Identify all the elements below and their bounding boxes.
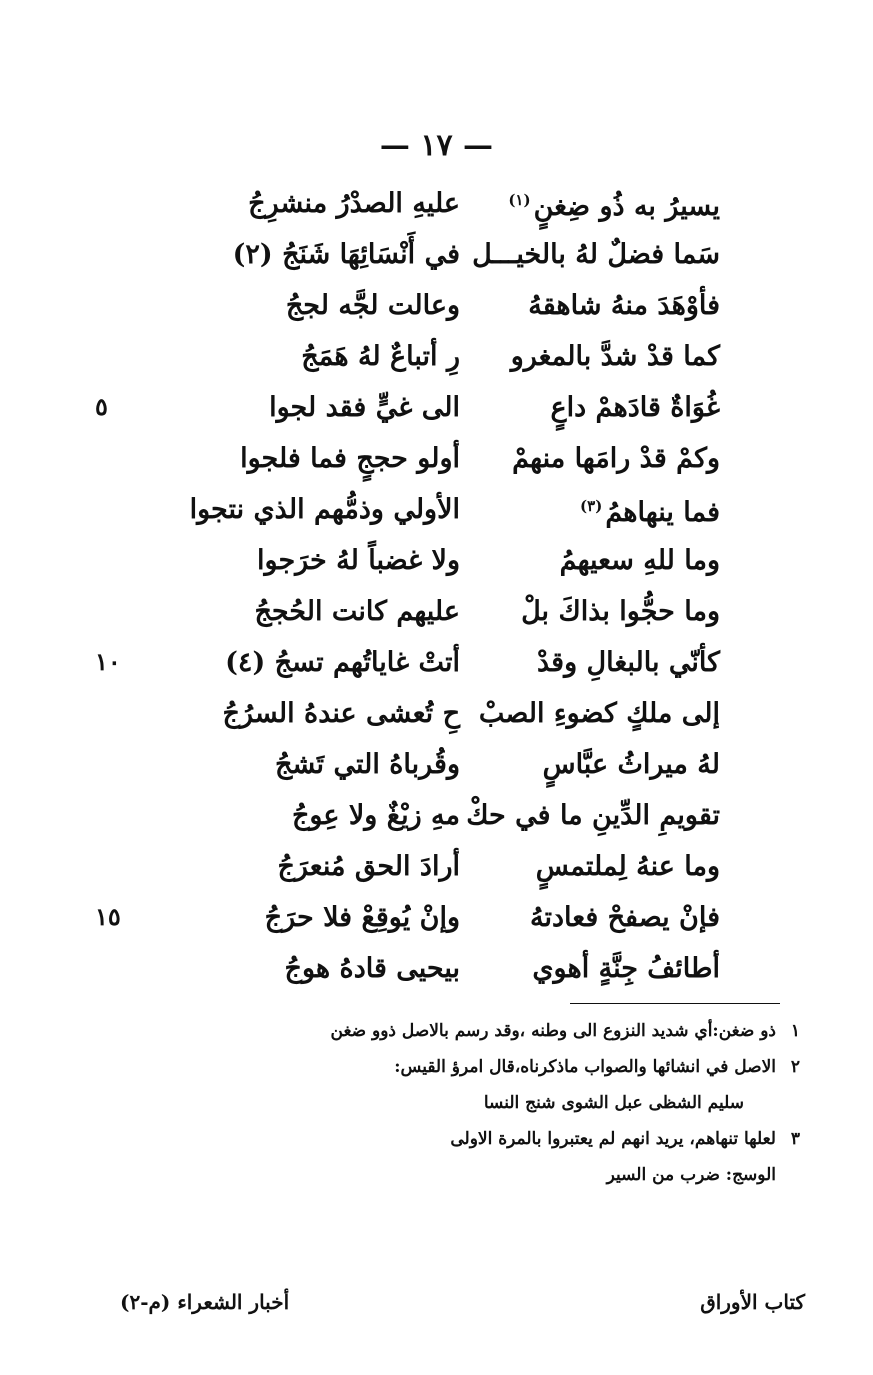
verse-first-hemistich <box>510 739 720 790</box>
page-number: — ١٧ — <box>379 128 494 163</box>
verse-first-text: وما للهِ سعيهمُ <box>559 545 720 576</box>
verse <box>200 841 720 892</box>
verse-first-text: لهُ ميراثُ عبَّاسٍ <box>542 749 720 780</box>
verse-first-text: وكمْ قدْ رامَها منهمْ <box>512 443 720 474</box>
verse-second-hemistich: وإنْ يُوقِعْ فلا حرَجُ <box>264 902 460 933</box>
footnotes <box>280 1013 800 1193</box>
footnote <box>280 1013 800 1049</box>
verse-first-text: فأوْهَدَ منهُ شاهقهُ <box>528 290 720 321</box>
verse-first-hemistich <box>510 892 720 943</box>
footnote-text: ذو ضغن:أي شديد النزوع الى وطنه ،وقد رسم بالاصل ذوو ضغن <box>330 1021 776 1041</box>
verse-second-hemistich: ولا غضباً لهُ خرَجوا <box>257 545 460 576</box>
verse <box>200 229 720 280</box>
verse-first-hemistich <box>510 280 720 331</box>
verse-first-text: أطائفُ جِنَّةٍ أهوي <box>532 953 720 984</box>
verse <box>200 892 720 943</box>
verse-first-text: كأنّي بالبغالِ وقدْ <box>536 647 720 678</box>
footnote <box>280 1085 800 1121</box>
verse-first-hemistich <box>510 331 720 382</box>
verse-second-hemistich: وعالت لجَّه لججُ <box>285 290 460 321</box>
verse-first-hemistich <box>510 535 720 586</box>
verse <box>200 280 720 331</box>
page-footer <box>120 1290 805 1314</box>
footnote-divider <box>570 1003 780 1004</box>
verse <box>200 739 720 790</box>
verse-second-hemistich: عليهم كانت الحُججُ <box>254 596 460 627</box>
verse-second-hemistich: عليهِ الصدْرُ منشرِجُ <box>248 188 460 219</box>
verse <box>200 586 720 637</box>
verse-first-text: إلى ملكٍ كضوءِ الصبْ <box>478 698 720 729</box>
verse-first-text: يسيرُ به ذُو ضِغنٍ <box>533 191 720 222</box>
verse-first-hemistich <box>466 790 720 841</box>
verse-second-hemistich: رِ أتباعٌ لهُ هَمَجُ <box>301 341 460 372</box>
verse-first-hemistich <box>510 382 720 433</box>
verse-second-hemistich: وقُرباهُ التي تَشجُ <box>275 749 460 780</box>
footnote-reference: (١) <box>508 191 531 209</box>
footnote <box>280 1049 800 1085</box>
verse <box>200 943 720 994</box>
verse <box>200 637 720 688</box>
footer-book-title: كتاب الأوراق <box>700 1290 805 1314</box>
verse-first-hemistich <box>510 586 720 637</box>
verse <box>200 433 720 484</box>
verse-first-text: كما قدْ شدَّ بالمغرو <box>510 341 720 372</box>
footnote-text: الاصل في انشائها والصواب ماذكرناه،قال امرؤ القيس: <box>394 1057 776 1077</box>
verse <box>189 484 720 535</box>
verse <box>200 688 720 739</box>
footnote-number: ٣ <box>790 1129 800 1149</box>
verse-first-text: تقويمِ الدِّينِ ما في حكْ <box>466 800 720 831</box>
verse <box>200 178 720 229</box>
footnote <box>280 1157 800 1193</box>
footnote-text: سليم الشظى عبل الشوى شنج النسا <box>483 1093 744 1113</box>
verse-second-hemistich: الأولي وذمُّهم الذي نتجوا <box>189 494 460 525</box>
footnote-reference: (٣) <box>580 497 603 515</box>
verse-first-hemistich <box>510 175 720 232</box>
poem <box>189 178 720 994</box>
footnote <box>280 1121 800 1157</box>
verse-first-hemistich <box>510 637 720 688</box>
verse-first-hemistich <box>510 481 720 538</box>
verse-first-text: غُوَاةٌ قادَهمْ داعٍ <box>550 392 720 423</box>
line-number: ٥ <box>95 392 108 421</box>
verse-second-hemistich: أولو حججٍ فما فلجوا <box>240 443 460 474</box>
verse-first-hemistich <box>510 943 720 994</box>
verse-second-hemistich: أرادَ الحق مُنعرَجُ <box>277 851 460 882</box>
verse-second-hemistich: الى غيٍّ فقد لجوا <box>269 392 460 423</box>
verse-second-hemistich: حِ تُعشى عندهُ السرُجُ <box>222 698 460 729</box>
verse <box>200 331 720 382</box>
verse-first-hemistich <box>478 688 720 739</box>
verse-second-hemistich: أتتْ غاياتُهم تسجُ (٤) <box>225 647 460 678</box>
verse-second-hemistich: في أَنْسَائِهَا شَنَجُ (٢) <box>232 239 460 270</box>
verse-first-text: وما عنهُ لِملتمسٍ <box>535 851 720 882</box>
verse-first-text: فإنْ يصفحْ فعادتهُ <box>530 902 720 933</box>
verse-first-text: فما ينهاهمُ <box>605 497 720 528</box>
footnote-text: لعلها تنهاهم، يريد انهم لم يعتبروا بالمرة الاولى <box>450 1129 776 1149</box>
footnote-number: ١ <box>790 1021 800 1041</box>
line-number: ١٥ <box>95 902 121 931</box>
verse-first-hemistich <box>510 433 720 484</box>
footnote-number: ٢ <box>790 1057 800 1077</box>
verse <box>200 382 720 433</box>
verse-first-text: وما حجُّوا بذاكَ بلْ <box>521 596 720 627</box>
verse <box>200 790 720 841</box>
verse-first-hemistich <box>510 841 720 892</box>
footnote-text: الوسج: ضرب من السير <box>606 1165 776 1185</box>
verse <box>200 535 720 586</box>
verse-first-hemistich <box>472 229 720 280</box>
line-number: ١٠ <box>95 647 121 676</box>
verse-second-hemistich: بيحيى قادهُ هوجُ <box>284 953 460 984</box>
verse-first-text: سَما فضلٌ لهُ بالخيـــل <box>472 239 720 270</box>
footer-section: أخبار الشعراء (م-٢) <box>120 1290 290 1314</box>
verse-second-hemistich: مهِ زيْغٌ ولا عِوجُ <box>292 800 460 831</box>
